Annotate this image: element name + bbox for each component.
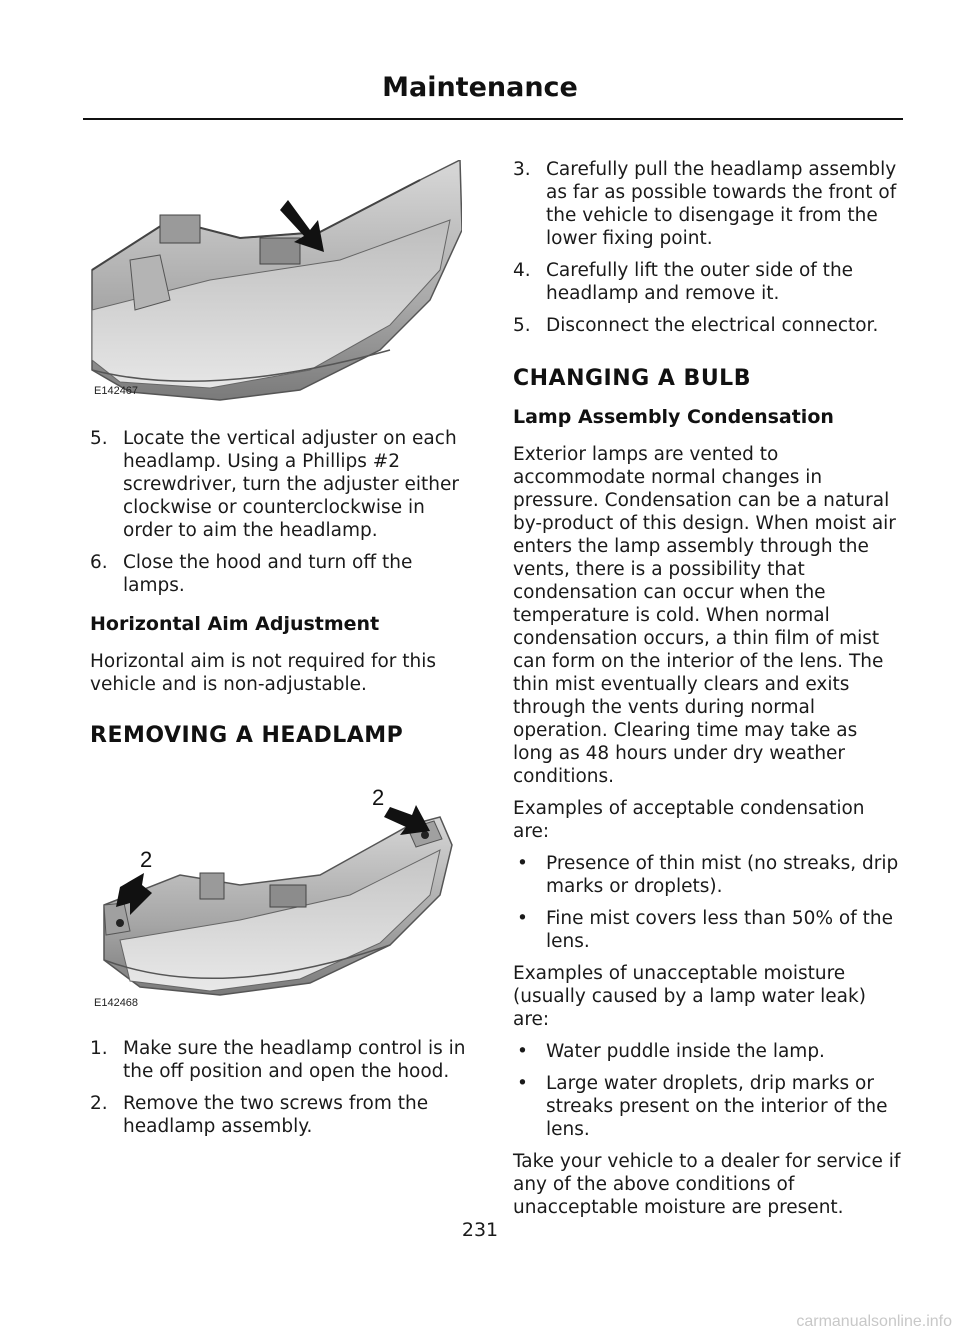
step-item — [513, 314, 901, 337]
step-item — [90, 1092, 475, 1138]
callout-number: 2 — [140, 847, 153, 872]
watermark-link[interactable]: carmanualsonline.info — [796, 1313, 952, 1330]
headlamp-figure-screws — [90, 755, 462, 1017]
horizontal-aim-text: Horizontal aim is not required for this vehicle and is non-adjustable. — [90, 651, 437, 695]
condensation-heading: Lamp Assembly Condensation — [513, 406, 834, 428]
step-text: Remove the two screws from the headlamp assembly. — [123, 1093, 429, 1137]
closing-paragraph: Take your vehicle to a dealer for service if any of the above conditions of unacceptable moisture are present. — [513, 1151, 901, 1218]
bullet-marker: • — [517, 1073, 528, 1094]
step-number: 4. — [513, 260, 531, 281]
right-column — [513, 158, 901, 1228]
header-rule — [83, 118, 903, 120]
step-text: Make sure the headlamp control is in the off position and open the hood. — [123, 1038, 466, 1082]
bullet-item — [513, 907, 901, 953]
step-item — [90, 427, 475, 542]
headlamp-screws-illustration — [90, 755, 462, 1017]
step-text: Close the hood and turn off the lamps. — [123, 552, 413, 596]
condensation-paragraph: Exterior lamps are vented to accommodate normal changes in pressure. Condensation can be a natural by-product of this design. When moist air enters the lamp assembly through the vents, there is a possibility that condensation can occur when the temperature is cold. When normal condensation occurs, a thin film of mist can form on the interior of the lens. The thin mist eventually clears and exits through the vents during normal operation. Clearing time may take as long as 48 hours under dry weather conditions. — [513, 444, 896, 787]
bullet-text: Large water droplets, drip marks or streaks present on the interior of the lens. — [546, 1073, 888, 1140]
step-text: Carefully pull the headlamp assembly as far as possible towards the front of the vehicle to disengage it from the lower fixing point. — [546, 159, 897, 249]
page-number: 231 — [461, 1219, 499, 1241]
bullet-text: Fine mist covers less than 50% of the lens. — [546, 908, 893, 952]
headlamp-adjuster-illustration — [90, 160, 462, 405]
step-number: 5. — [513, 315, 531, 336]
step-text: Disconnect the electrical connector. — [546, 315, 879, 336]
unacceptable-intro: Examples of unacceptable moisture (usually caused by a lamp water leak) are: — [513, 963, 866, 1030]
bullet-text: Presence of thin mist (no streaks, drip marks or droplets). — [546, 853, 899, 897]
bullet-item — [513, 852, 901, 898]
step-number: 3. — [513, 159, 531, 180]
step-number: 6. — [90, 552, 108, 573]
removing-headlamp-heading: REMOVING A HEADLAMP — [90, 723, 404, 748]
horizontal-aim-heading: Horizontal Aim Adjustment — [90, 613, 380, 635]
step-item — [90, 1037, 475, 1083]
bullet-marker: • — [517, 1041, 528, 1062]
step-text: Carefully lift the outer side of the headlamp and remove it. — [546, 260, 854, 304]
section-title: Maintenance — [382, 72, 578, 103]
step-item — [513, 259, 901, 305]
callout-number: 2 — [372, 785, 385, 810]
bullet-item — [513, 1040, 901, 1063]
bullet-marker: • — [517, 853, 528, 874]
changing-bulb-heading: CHANGING A BULB — [513, 366, 751, 391]
step-item — [513, 158, 901, 250]
bullet-text: Water puddle inside the lamp. — [546, 1041, 825, 1062]
step-number: 5. — [90, 428, 108, 449]
step-item — [90, 551, 475, 597]
step-number: 2. — [90, 1093, 108, 1114]
bullet-item — [513, 1072, 901, 1141]
step-text: Locate the vertical adjuster on each headlamp. Using a Phillips #2 screwdriver, turn the adjuster either clockwise or counterclockwise in order to aim the headlamp. — [123, 428, 460, 541]
step-number: 1. — [90, 1038, 108, 1059]
headlamp-figure-adjuster — [90, 160, 462, 405]
left-column — [90, 160, 475, 1147]
bullet-marker: • — [517, 908, 528, 929]
acceptable-intro: Examples of acceptable condensation are: — [513, 798, 865, 842]
figure-caption: E142468 — [94, 997, 139, 1009]
figure-caption: E142467 — [94, 385, 139, 397]
